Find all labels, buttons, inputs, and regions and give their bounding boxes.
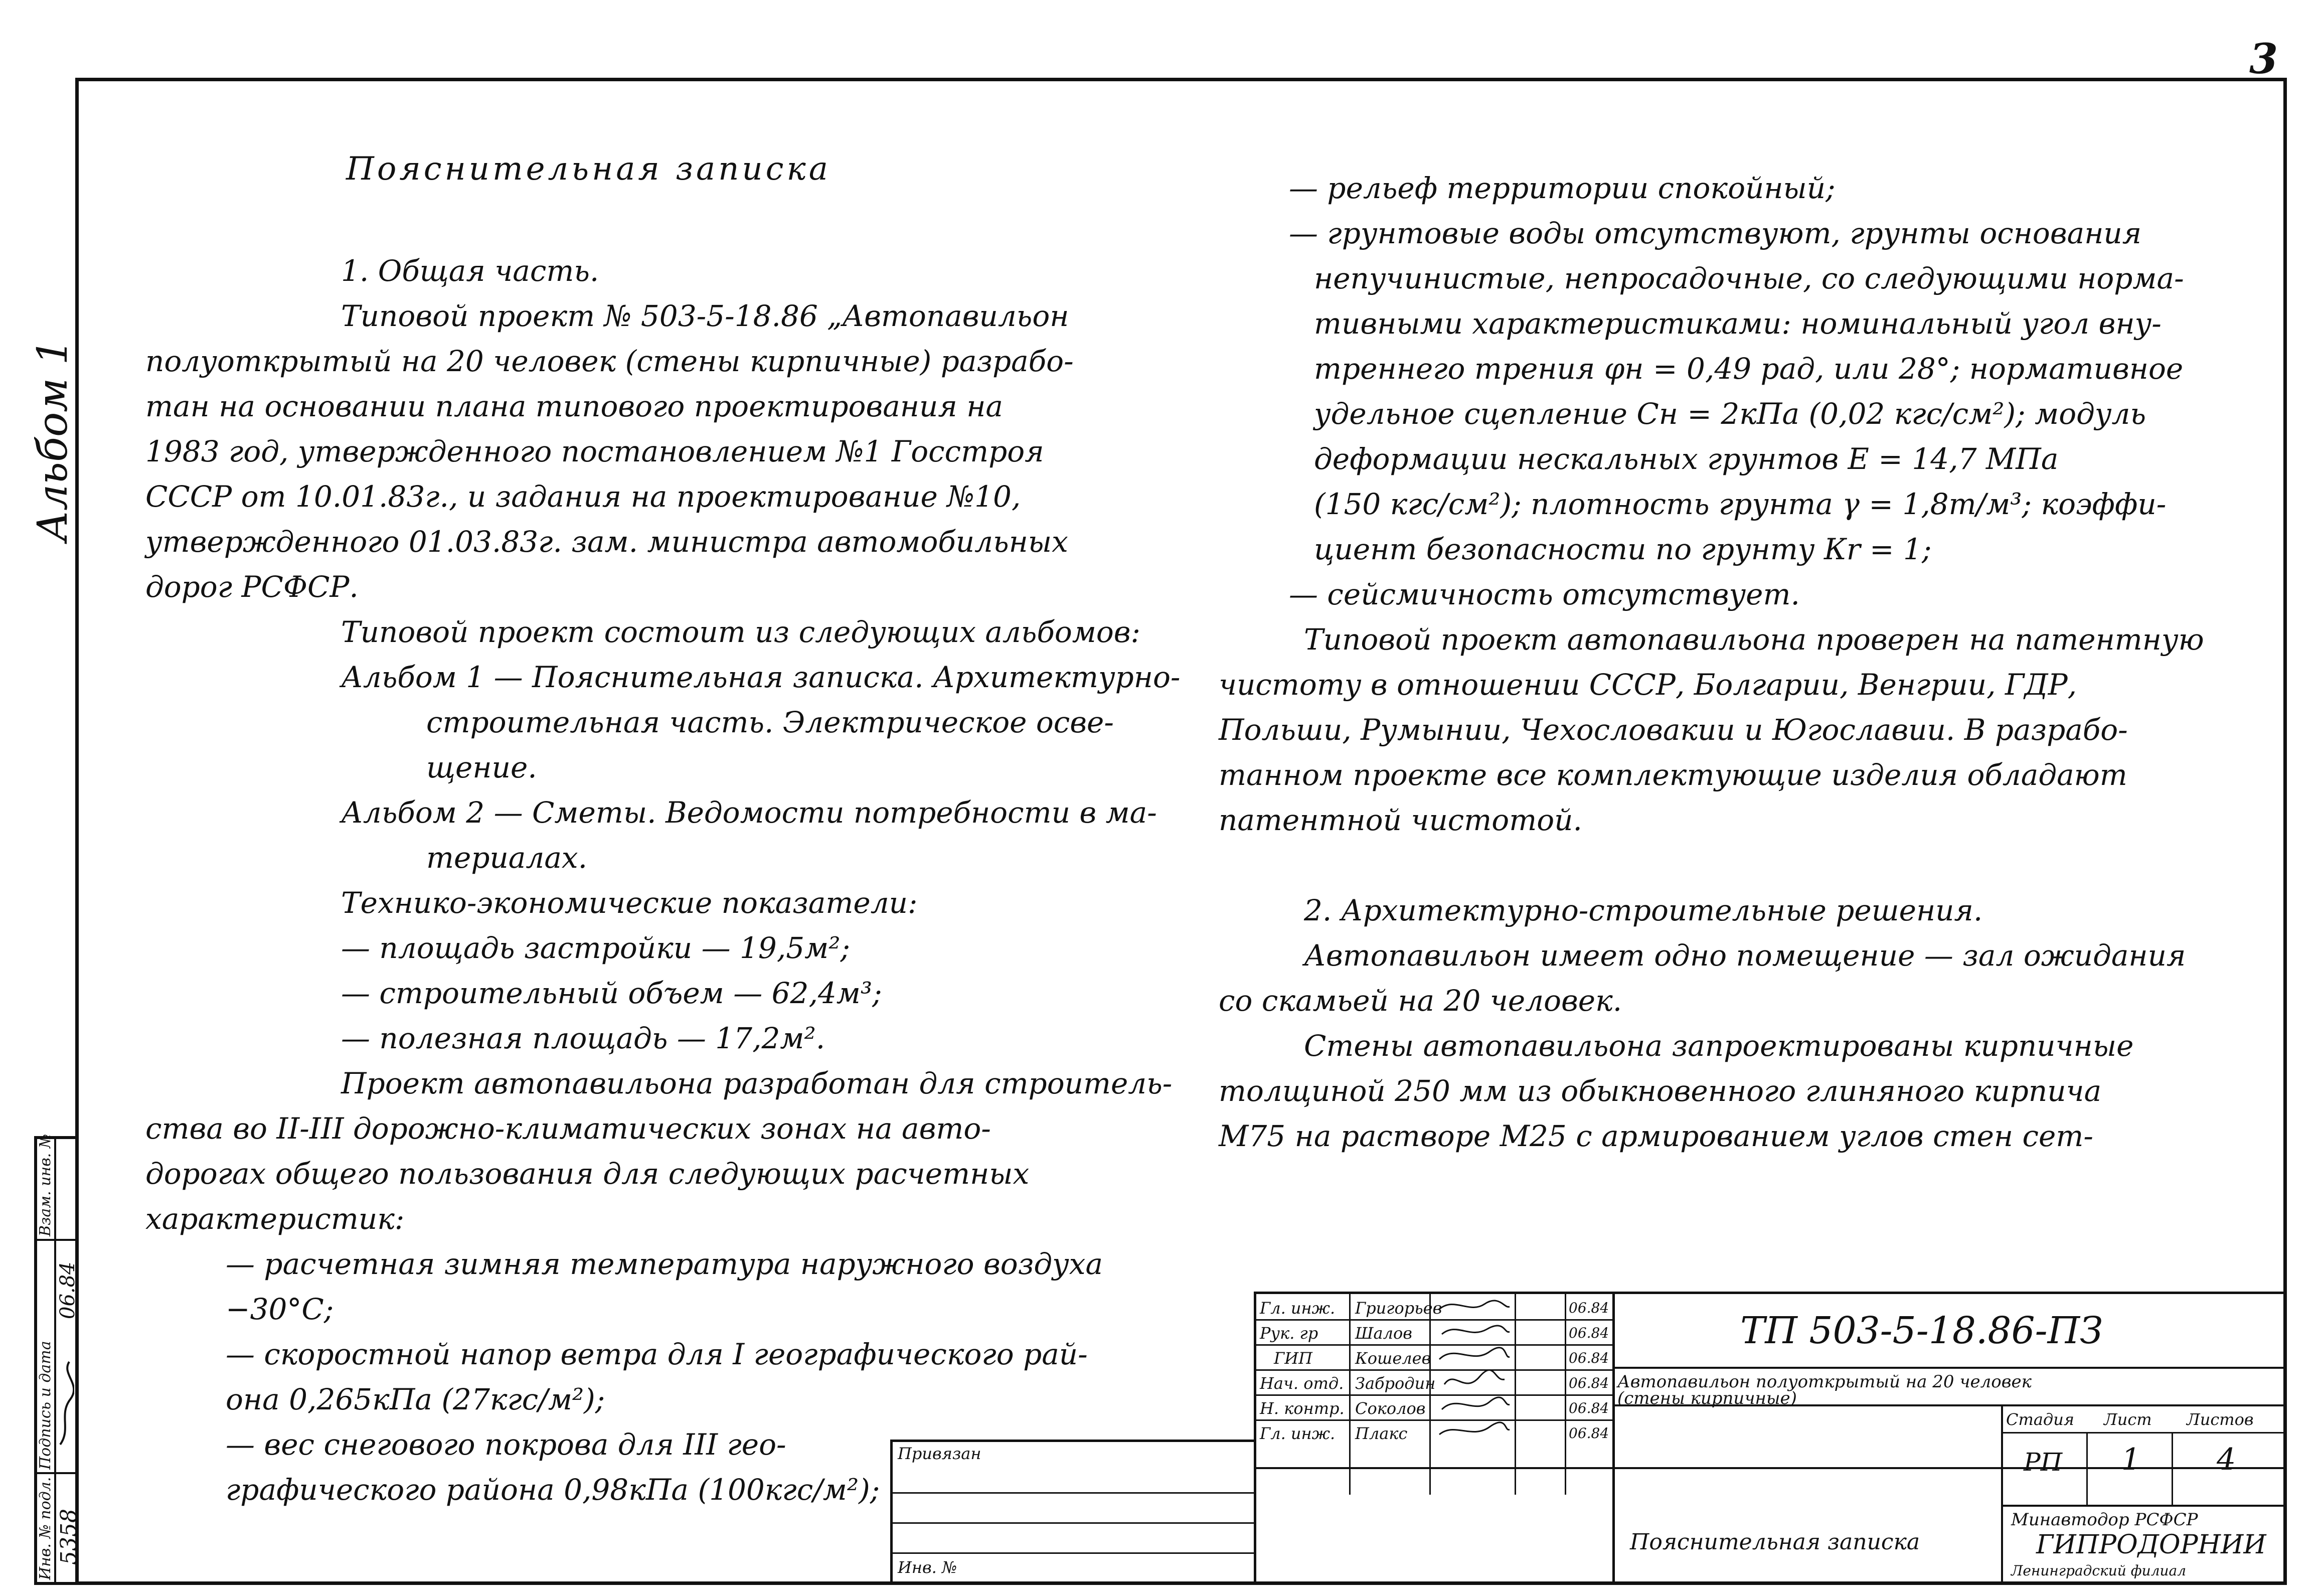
- text-line: — сейсмичность отсутствует.: [1289, 577, 1800, 611]
- text-line: треннего трения φн = 0,49 рад, или 28°; нормативное: [1314, 352, 2184, 386]
- text-line: Типовой проект № 503-5-18.86 „Автопавильон: [341, 299, 1069, 333]
- stage-value: РП: [2024, 1448, 2063, 1477]
- text-line: 2. Архитектурно-строительные решения.: [1304, 893, 1983, 927]
- signer-name: Кошелев: [1355, 1349, 1431, 1368]
- signer-date: 06.84: [1569, 1375, 1609, 1391]
- signer-date: 06.84: [1569, 1350, 1609, 1366]
- text-line: Автопавильон имеет одно помещение — зал ожидания: [1304, 938, 2186, 973]
- text-line: деформации нескальных грунтов Е = 14,7 МПа: [1314, 442, 2059, 476]
- text-line: непучинистые, непросадочные, со следующими норма-: [1314, 261, 2184, 295]
- text-line: полуоткрытый на 20 человек (стены кирпичные) разрабо-: [145, 344, 1074, 378]
- text-line: тан на основании плана типового проектирования на: [145, 389, 1003, 423]
- page-title: Пояснительная записка: [346, 150, 831, 188]
- text-line: — строительный объем — 62,4м³;: [341, 976, 882, 1010]
- text-line: — вес снегового покрова для III гео-: [226, 1427, 786, 1462]
- signer-date: 06.84: [1569, 1425, 1609, 1442]
- text-line: ства во II-III дорожно-климатических зонах на авто-: [145, 1111, 991, 1146]
- side-album-label: Альбом 1: [29, 339, 77, 542]
- signer-name: Плакс: [1355, 1424, 1408, 1443]
- document-code: ТП 503-5-18.86-ПЗ: [1740, 1309, 2103, 1352]
- left-column: [145, 248, 1181, 1512]
- signer-role: Гл. инж.: [1260, 1424, 1336, 1443]
- text-line: характеристик:: [145, 1202, 405, 1236]
- inv-podl-label: Инв. № подл.: [37, 1477, 54, 1580]
- org-line-2: ГИПРОДОРНИИ: [2036, 1530, 2266, 1560]
- text-line: — грунтовые воды отсутствуют, грунты основания: [1289, 216, 2142, 250]
- text-line: Стены автопавильона запроектированы кирпичные: [1304, 1029, 2134, 1063]
- text-line: удельное сцепление Cн = 2кПа (0,02 кгс/см²); модуль: [1314, 397, 2146, 431]
- text-line: Польши, Румынии, Чехословакии и Югославии. В разрабо-: [1219, 713, 2128, 747]
- object-name-2: (стены кирпичные): [1617, 1388, 1797, 1408]
- signer-name: Забродин: [1355, 1374, 1436, 1393]
- signer-name: Григорьев: [1355, 1299, 1442, 1318]
- stage-label: Стадия: [2006, 1410, 2074, 1429]
- text-line: она 0,265кПа (27кгс/м²);: [226, 1382, 605, 1416]
- vzam-inv-label: Взам. инв. №: [37, 1134, 54, 1236]
- text-line: Альбом 1 — Пояснительная записка. Архитектурно-: [341, 660, 1181, 694]
- signature-mark: [56, 1354, 74, 1455]
- text-line: СССР от 10.01.83г., и задания на проектирование №10,: [145, 480, 1021, 514]
- text-line: дорог РСФСР.: [145, 570, 359, 604]
- text-line: — расчетная зимняя температура наружного воздуха: [226, 1247, 1103, 1281]
- sheet-value: 1: [2121, 1442, 2141, 1477]
- inv-no-label: Инв. №: [898, 1558, 957, 1577]
- date-value: 06.84: [56, 1261, 79, 1319]
- sheets-value: 4: [2217, 1442, 2236, 1477]
- text-line: Типовой проект состоит из следующих альбомов:: [341, 615, 1141, 649]
- text-line: щение.: [426, 750, 537, 784]
- text-line: утвержденного 01.03.83г. зам. министра автомобильных: [145, 525, 1068, 559]
- text-line: толщиной 250 мм из обыкновенного глиняного кирпича: [1219, 1074, 2102, 1108]
- text-line: — площадь застройки — 19,5м²;: [341, 931, 851, 965]
- text-line: Типовой проект автопавильона проверен на патентную: [1304, 622, 2204, 657]
- text-line: −30°С;: [226, 1292, 334, 1326]
- sign-date-label: Подпись и дата: [37, 1341, 54, 1470]
- sheet-number: 3: [2249, 35, 2278, 83]
- text-line: со скамьей на 20 человек.: [1219, 984, 1622, 1018]
- signer-role: Гл. инж.: [1260, 1299, 1336, 1318]
- object-name-1: Автопавильон полуоткрытый на 20 человек: [1617, 1372, 2032, 1392]
- text-line: териалах.: [426, 841, 588, 875]
- sheets-label: Листов: [2187, 1410, 2254, 1429]
- text-line: Проект автопавильона разработан для строитель-: [341, 1066, 1173, 1100]
- signer-name: Шалов: [1355, 1324, 1412, 1343]
- org-line-3: Ленинградский филиал: [2011, 1562, 2187, 1579]
- signer-date: 06.84: [1569, 1300, 1609, 1316]
- signer-role: ГИП: [1274, 1349, 1312, 1368]
- text-line: чистоту в отношении СССР, Болгарии, Венгрии, ГДР,: [1219, 668, 2077, 702]
- text-line: — скоростной напор ветра для I географического рай-: [226, 1337, 1088, 1371]
- sheet-label: Лист: [2104, 1410, 2152, 1429]
- text-line: циент безопасности по грунту Кr = 1;: [1314, 532, 1932, 566]
- signer-date: 06.84: [1569, 1400, 1609, 1416]
- signer-name: Соколов: [1355, 1399, 1426, 1418]
- doc-title: Пояснительная записка: [1630, 1529, 1920, 1555]
- text-line: строительная часть. Электрическое осве-: [426, 705, 1114, 739]
- signer-role: Нач. отд.: [1260, 1374, 1344, 1393]
- text-line: Альбом 2 — Сметы. Ведомости потребности в ма-: [341, 795, 1157, 830]
- text-line: Технико-экономические показатели:: [341, 886, 918, 920]
- text-line: 1983 год, утвержденного постановлением №1 Госстроя: [145, 434, 1044, 468]
- org-line-1: Минавтодор РСФСР: [2011, 1510, 2198, 1530]
- text-line: (150 кгс/см²); плотность грунта γ = 1,8т/м³; коэффи-: [1314, 487, 2167, 521]
- handwritten-signatures: [1434, 1294, 1515, 1445]
- text-line: — полезная площадь — 17,2м².: [341, 1021, 825, 1055]
- text-line: М75 на растворе М25 с армированием углов стен сет-: [1219, 1119, 2093, 1153]
- signer-date: 06.84: [1569, 1325, 1609, 1341]
- right-column: [1219, 166, 2204, 1159]
- text-line: 1. Общая часть.: [341, 254, 599, 288]
- signer-role: Н. контр.: [1260, 1399, 1345, 1418]
- text-line: патентной чистотой.: [1219, 803, 1582, 837]
- signer-role: Рук. гр: [1260, 1324, 1318, 1343]
- text-line: дорогах общего пользования для следующих расчетных: [145, 1157, 1030, 1191]
- text-line: тивными характеристиками: номинальный угол вну-: [1314, 306, 2162, 341]
- privyazan-label: Привязан: [898, 1444, 981, 1463]
- text-line: — рельеф территории спокойный;: [1289, 171, 1836, 205]
- inv-value: 5358: [56, 1509, 82, 1565]
- text-line: графического района 0,98кПа (100кгс/м²);: [226, 1473, 880, 1507]
- text-line: [1219, 843, 2204, 888]
- text-line: танном проекте все комплектующие изделия обладают: [1219, 758, 2127, 792]
